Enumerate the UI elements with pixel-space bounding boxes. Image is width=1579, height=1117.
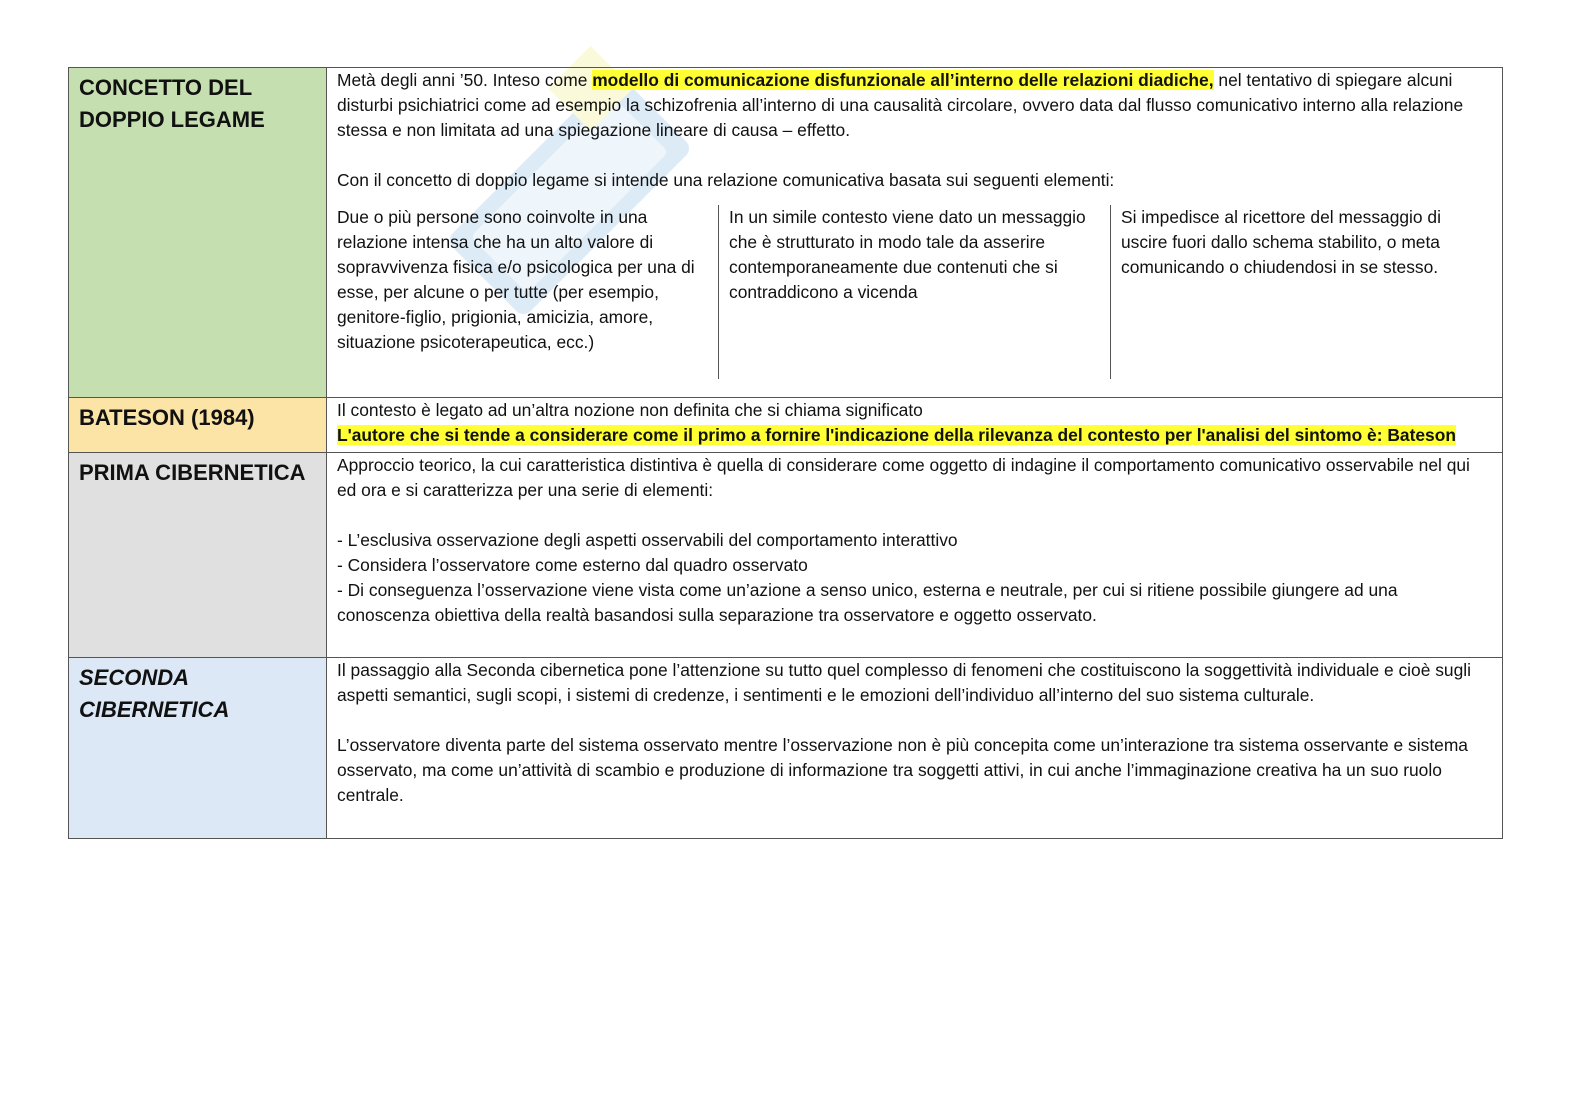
element-column: Due o più persone sono coinvolte in una relazione intensa che ha un alto valore di sopravvivenza fisica e/o psicologica per una di esse, per alcune o per tutte (per esempio, genitore-figlio, prigionia, amicizia, amore, situazione psicoterapeutica, ecc.) — [337, 207, 695, 352]
prima-intro: Approccio teorico, la cui caratteristica distintiva è quella di considerare come oggetto di indagine il comportamento comunicativo osservabile nel qui ed ora e si caratterizza per una serie di elementi: — [337, 455, 1470, 500]
content-prima-cibernetica — [327, 453, 1503, 658]
intro-highlight: modello di comunicazione disfunzionale all’interno delle relazioni diadiche, — [592, 70, 1214, 90]
prima-item: - L’esclusiva osservazione degli aspetti osservabili del comportamento interattivo — [337, 530, 958, 550]
element-column: In un simile contesto viene dato un messaggio che è strutturato in modo tale da asserire contemporaneamente due contenuti che si contraddicono a vicenda — [718, 205, 1110, 379]
seconda-paragraph: L’osservatore diventa parte del sistema osservato mentre l’osservazione non è più concepita come un’interazione tra sistema osservante e sistema osservato, ma come un’attività di scambio e produzione di informazione tra soggetti attivi, in cui anche l’immaginazione creativa ha un suo ruolo centrale. — [337, 735, 1468, 805]
row-prima-cibernetica — [69, 453, 1503, 658]
content-doppio-legame — [327, 68, 1503, 398]
paragraph-intro — [337, 68, 1492, 143]
prima-item: - Di conseguenza l’osservazione viene vista come un’azione a senso unico, esterna e neutrale, per cui si ritiene possibile giungere ad una conoscenza obiettiva della realtà basandosi sulla separazione tra osservatore e oggetto osservato. — [337, 580, 1398, 625]
heading-seconda-cibernetica: SECONDA CIBERNETICA — [69, 658, 327, 839]
intro-text-b: nel tentativo di spiegare alcuni disturbi psichiatrici come ad esempio la schizofrenia all’interno di una causalità circolare, ovvero data dal flusso comunicativo interno alla relazione stessa e non limitata ad una spiegazione lineare di causa – effetto. — [337, 70, 1464, 140]
row-doppio-legame — [69, 68, 1503, 398]
row-bateson — [69, 398, 1503, 453]
notes-table — [68, 67, 1503, 839]
bateson-highlight-line — [337, 423, 1492, 448]
heading-bateson: BATESON (1984) — [69, 398, 327, 453]
heading-prima-cibernetica: PRIMA CIBERNETICA — [69, 453, 327, 658]
intro-text-a: Metà degli anni ’50. Inteso come — [337, 70, 593, 90]
seconda-paragraph: Il passaggio alla Seconda cibernetica pone l’attenzione su tutto quel complesso di fenomeni che costituiscono la soggettività individuale e cioè sugli aspetti semantici, sugli scopi, i sistemi di credenze, i sentimenti e le emozioni dell’individuo all’interno del suo sistema culturale. — [337, 660, 1471, 705]
element-column: Si impedisce al ricettore del messaggio di uscire fuori dallo schema stabilito, o meta comunicando o chiudendosi in se stesso. — [1110, 205, 1502, 379]
paragraph-lead: Con il concetto di doppio legame si intende una relazione comunicativa basata sui seguenti elementi: — [337, 170, 1115, 190]
heading-doppio-legame: CONCETTO DEL DOPPIO LEGAME — [69, 68, 327, 398]
content-seconda-cibernetica — [327, 658, 1503, 839]
elements-grid — [327, 205, 1502, 379]
bateson-line: Il contesto è legato ad un’altra nozione non definita che si chiama significato — [337, 400, 923, 420]
bateson-highlight: L'autore che si tende a considerare come il primo a fornire l'indicazione della rilevanza del contesto per l'analisi del sintomo è: Bateson — [337, 425, 1456, 445]
prima-item: - Considera l’osservatore come esterno dal quadro osservato — [337, 555, 808, 575]
row-seconda-cibernetica — [69, 658, 1503, 839]
content-bateson — [327, 398, 1503, 453]
